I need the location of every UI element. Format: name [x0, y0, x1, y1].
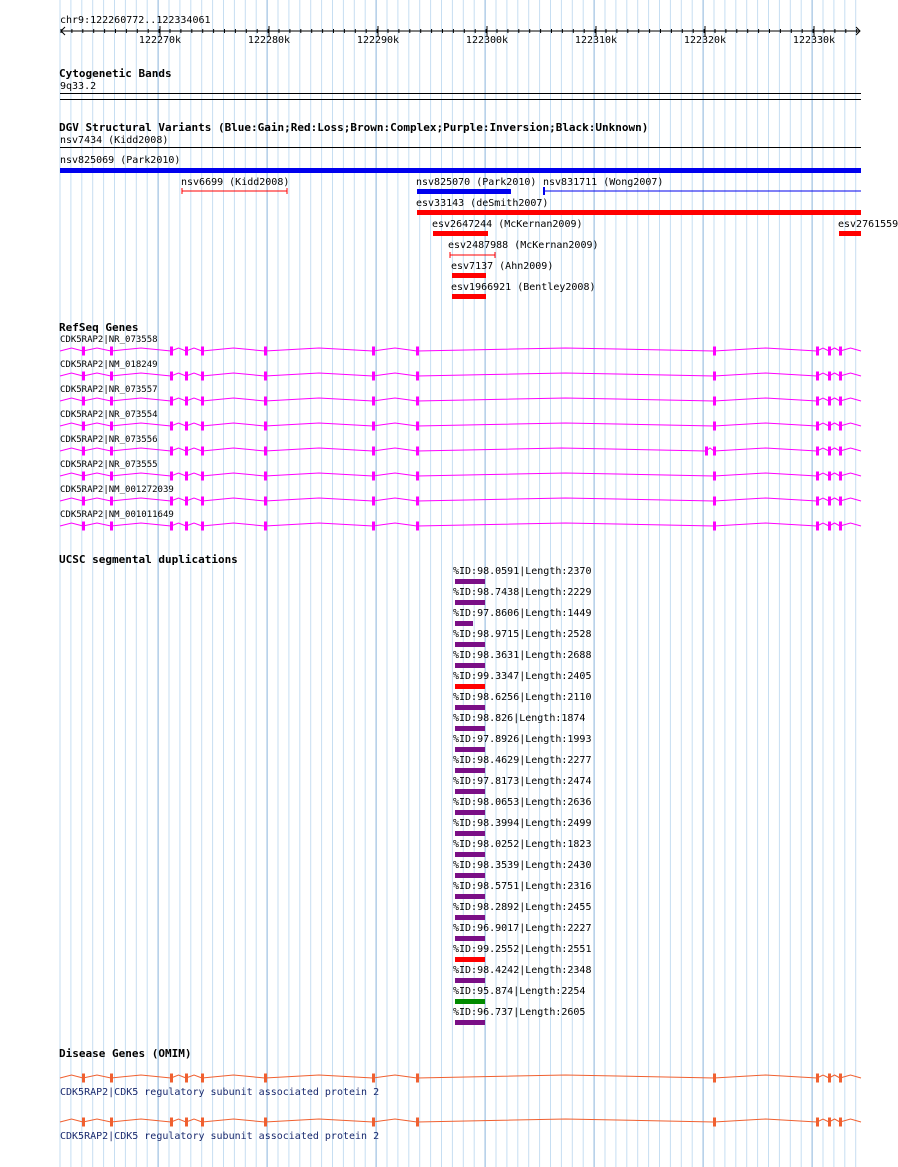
- dgv-variant-label[interactable]: nsv7434 (Kidd2008): [60, 135, 169, 146]
- segdup-label[interactable]: %ID:98.826|Length:1874: [453, 713, 586, 724]
- segdup-label[interactable]: %ID:98.6256|Length:2110: [453, 692, 592, 703]
- ruler-tick-label: 122290k: [356, 35, 400, 46]
- segdup-label[interactable]: %ID:98.0591|Length:2370: [453, 566, 592, 577]
- segdup-label[interactable]: %ID:97.8926|Length:1993: [453, 734, 592, 745]
- segdup-label[interactable]: %ID:98.3631|Length:2688: [453, 650, 592, 661]
- cytoband-track-title: Cytogenetic Bands: [59, 67, 172, 80]
- refseq-track-title: RefSeq Genes: [59, 321, 139, 334]
- omim-track-title: Disease Genes (OMIM): [59, 1047, 192, 1060]
- segdup-label[interactable]: %ID:97.8606|Length:1449: [453, 608, 592, 619]
- segdup-label[interactable]: %ID:98.9715|Length:2528: [453, 629, 592, 640]
- ruler-tick-label: 122270k: [138, 35, 182, 46]
- dgv-variant-label[interactable]: esv1966921 (Bentley2008): [451, 282, 596, 293]
- segdup-label[interactable]: %ID:98.0653|Length:2636: [453, 797, 592, 808]
- segdup-label[interactable]: %ID:99.2552|Length:2551: [453, 944, 592, 955]
- dgv-track-title: DGV Structural Variants (Blue:Gain;Red:Loss;Brown:Complex;Purple:Inversion;Black:Unknown): [59, 121, 649, 134]
- segdup-track-title: UCSC segmental duplications: [59, 553, 238, 566]
- refseq-transcript-label[interactable]: CDK5RAP2|NM_018249: [60, 360, 158, 370]
- dgv-variant-label[interactable]: esv2647244 (McKernan2009): [432, 219, 583, 230]
- segdup-label[interactable]: %ID:99.3347|Length:2405: [453, 671, 592, 682]
- locus-label: chr9:122260772..122334061: [60, 15, 211, 26]
- cytoband-label: 9q33.2: [60, 81, 97, 92]
- segdup-label[interactable]: %ID:98.7438|Length:2229: [453, 587, 592, 598]
- segdup-label[interactable]: %ID:98.3539|Length:2430: [453, 860, 592, 871]
- refseq-transcript-label[interactable]: CDK5RAP2|NR_073555: [60, 460, 158, 470]
- ruler-tick-label: 122280k: [247, 35, 291, 46]
- segdup-label[interactable]: %ID:95.874|Length:2254: [453, 986, 586, 997]
- omim-gene-label[interactable]: CDK5RAP2|CDK5 regulatory subunit associated protein 2: [60, 1131, 380, 1142]
- ruler-tick-label: 122330k: [792, 35, 836, 46]
- segdup-label[interactable]: %ID:96.737|Length:2605: [453, 1007, 586, 1018]
- ruler-tick-label: 122300k: [465, 35, 509, 46]
- dgv-variant-label[interactable]: esv2487988 (McKernan2009): [448, 240, 599, 251]
- ruler-tick-label: 122320k: [683, 35, 727, 46]
- segdup-label[interactable]: %ID:98.0252|Length:1823: [453, 839, 592, 850]
- refseq-transcript-label[interactable]: CDK5RAP2|NM_001011649: [60, 510, 174, 520]
- dgv-variant-label[interactable]: esv2761559: [838, 219, 898, 230]
- segdup-label[interactable]: %ID:98.4629|Length:2277: [453, 755, 592, 766]
- segdup-label[interactable]: %ID:98.3994|Length:2499: [453, 818, 592, 829]
- dgv-variant-label[interactable]: nsv825070 (Park2010): [416, 177, 537, 188]
- dgv-variant-label[interactable]: nsv831711 (Wong2007): [543, 177, 664, 188]
- dgv-variant-label[interactable]: nsv6699 (Kidd2008): [181, 177, 290, 188]
- refseq-transcript-label[interactable]: CDK5RAP2|NM_001272039: [60, 485, 174, 495]
- refseq-transcript-label[interactable]: CDK5RAP2|NR_073557: [60, 385, 158, 395]
- segdup-label[interactable]: %ID:98.2892|Length:2455: [453, 902, 592, 913]
- refseq-transcript-label[interactable]: CDK5RAP2|NR_073554: [60, 410, 158, 420]
- refseq-transcript-label[interactable]: CDK5RAP2|NR_073556: [60, 435, 158, 445]
- dgv-variant-label[interactable]: esv33143 (deSmith2007): [416, 198, 549, 209]
- segdup-label[interactable]: %ID:98.5751|Length:2316: [453, 881, 592, 892]
- ruler-tick-label: 122310k: [574, 35, 618, 46]
- dgv-variant-label[interactable]: nsv825069 (Park2010): [60, 155, 181, 166]
- segdup-label[interactable]: %ID:97.8173|Length:2474: [453, 776, 592, 787]
- refseq-transcript-label[interactable]: CDK5RAP2|NR_073558: [60, 335, 158, 345]
- dgv-variant-label[interactable]: esv7137 (Ahn2009): [451, 261, 554, 272]
- segdup-label[interactable]: %ID:96.9017|Length:2227: [453, 923, 592, 934]
- omim-gene-label[interactable]: CDK5RAP2|CDK5 regulatory subunit associated protein 2: [60, 1087, 380, 1098]
- segdup-label[interactable]: %ID:98.4242|Length:2348: [453, 965, 592, 976]
